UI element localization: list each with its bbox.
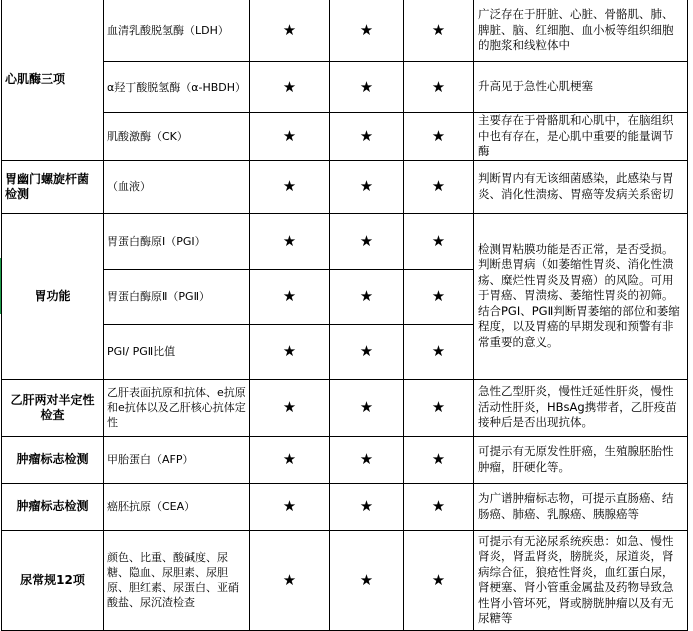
star-icon: ★ bbox=[330, 62, 404, 113]
star-icon: ★ bbox=[330, 530, 404, 630]
star-icon: ★ bbox=[250, 269, 330, 324]
item-hp: （血液） bbox=[104, 160, 250, 213]
desc-hbv: 急性乙型肝炎，慢性迁延性肝炎，慢性活动性肝炎，HBsAg携带者，乙肝疫苗接种后是否出现抗体。 bbox=[474, 379, 688, 436]
star-icon: ★ bbox=[250, 436, 330, 483]
star-icon: ★ bbox=[404, 483, 474, 530]
item-hbv: 乙肝表面抗原和抗体、e抗原和e抗体以及乙肝核心抗体定性 bbox=[104, 379, 250, 436]
table-row bbox=[2, 379, 688, 436]
category-gastric: 胃功能 bbox=[2, 213, 104, 379]
star-icon: ★ bbox=[404, 213, 474, 269]
star-icon: ★ bbox=[330, 160, 404, 213]
category-urine: 尿常规12项 bbox=[2, 530, 104, 630]
star-icon: ★ bbox=[250, 324, 330, 379]
star-icon: ★ bbox=[404, 530, 474, 630]
star-icon: ★ bbox=[330, 379, 404, 436]
table-row bbox=[2, 530, 688, 630]
item-cea: 癌胚抗原（CEA） bbox=[104, 483, 250, 530]
star-icon: ★ bbox=[404, 62, 474, 113]
desc-ldh: 广泛存在于肝脏、心脏、骨骼肌、肺、脾脏、脑、红细胞、血小板等组织细胞的胞浆和线粒体中 bbox=[474, 0, 688, 62]
item-ck: 肌酸激酶（CK） bbox=[104, 113, 250, 161]
table-row bbox=[2, 113, 688, 161]
item-urine: 颜色、比重、酸碱度、尿糖、隐血、尿胆素、尿胆原、胆红素、尿蛋白、亚硝酸盐、尿沉渣检查 bbox=[104, 530, 250, 630]
item-hbdh: α羟丁酸脱氢酶（α-HBDH） bbox=[104, 62, 250, 113]
table-row bbox=[2, 213, 688, 269]
desc-hp: 判断胃内有无该细菌感染，此感染与胃炎、消化性溃疡、胃癌等发病关系密切 bbox=[474, 160, 688, 213]
category-cea: 肿瘤标志检测 bbox=[2, 483, 104, 530]
item-pg1: 胃蛋白酶原Ⅰ（PGⅠ） bbox=[104, 213, 250, 269]
item-pg2: 胃蛋白酶原Ⅱ（PGⅡ） bbox=[104, 269, 250, 324]
table-row bbox=[2, 0, 688, 62]
star-icon: ★ bbox=[250, 379, 330, 436]
star-icon: ★ bbox=[250, 62, 330, 113]
star-icon: ★ bbox=[330, 213, 404, 269]
desc-gastric: 检测胃粘膜功能是否正常，是否受损。判断患胃病（如萎缩性胃炎、消化性溃疡、糜烂性胃炎及胃癌）的风险。可用于胃癌、胃溃疡、萎缩性胃炎的初筛。结合PGⅠ、PGⅡ判断胃萎缩的部位和萎缩程度，以及胃癌的早期发现和预警有非常重要的意义。 bbox=[474, 213, 688, 379]
star-icon: ★ bbox=[330, 483, 404, 530]
star-icon: ★ bbox=[330, 324, 404, 379]
checkup-items-table bbox=[1, 0, 688, 631]
category-afp: 肿瘤标志检测 bbox=[2, 436, 104, 483]
item-ldh: 血清乳酸脱氢酶（LDH） bbox=[104, 0, 250, 62]
item-afp: 甲胎蛋白（AFP） bbox=[104, 436, 250, 483]
star-icon: ★ bbox=[330, 0, 404, 62]
desc-ck: 主要存在于骨骼肌和心肌中，在脑组织中也有存在，是心肌中重要的能量调节酶 bbox=[474, 113, 688, 161]
desc-urine: 可提示有无泌尿系统疾患：如急、慢性肾炎，肾盂肾炎，膀胱炎，尿道炎，肾病综合征，狼疮性肾炎，血红蛋白尿，肾梗塞、肾小管重金属盐及药物导致急性肾小管坏死，肾或膀胱肿瘤以及有无尿糖等 bbox=[474, 530, 688, 630]
star-icon: ★ bbox=[404, 269, 474, 324]
desc-hbdh: 升高见于急性心肌梗塞 bbox=[474, 62, 688, 113]
star-icon: ★ bbox=[250, 530, 330, 630]
table-row bbox=[2, 483, 688, 530]
desc-afp: 可提示有无原发性肝癌，生殖腺胚胎性肿瘤，肝硬化等。 bbox=[474, 436, 688, 483]
star-icon: ★ bbox=[404, 324, 474, 379]
star-icon: ★ bbox=[330, 436, 404, 483]
star-icon: ★ bbox=[250, 0, 330, 62]
table-row bbox=[2, 160, 688, 213]
star-icon: ★ bbox=[404, 436, 474, 483]
star-icon: ★ bbox=[250, 483, 330, 530]
star-icon: ★ bbox=[250, 160, 330, 213]
star-icon: ★ bbox=[330, 113, 404, 161]
category-hp: 胃幽门螺旋杆菌检测 bbox=[2, 160, 104, 213]
table-row bbox=[2, 436, 688, 483]
desc-cea: 为广谱肿瘤标志物，可提示直肠癌、结肠癌、肺癌、乳腺癌、胰腺癌等 bbox=[474, 483, 688, 530]
star-icon: ★ bbox=[404, 379, 474, 436]
star-icon: ★ bbox=[250, 113, 330, 161]
star-icon: ★ bbox=[404, 0, 474, 62]
category-cardiac: 心肌酶三项 bbox=[2, 0, 104, 160]
star-icon: ★ bbox=[250, 213, 330, 269]
table-row bbox=[2, 62, 688, 113]
star-icon: ★ bbox=[330, 269, 404, 324]
star-icon: ★ bbox=[404, 160, 474, 213]
star-icon: ★ bbox=[404, 113, 474, 161]
item-pg-ratio: PGⅠ/ PGⅡ比值 bbox=[104, 324, 250, 379]
category-hbv: 乙肝两对半定性检查 bbox=[2, 379, 104, 436]
